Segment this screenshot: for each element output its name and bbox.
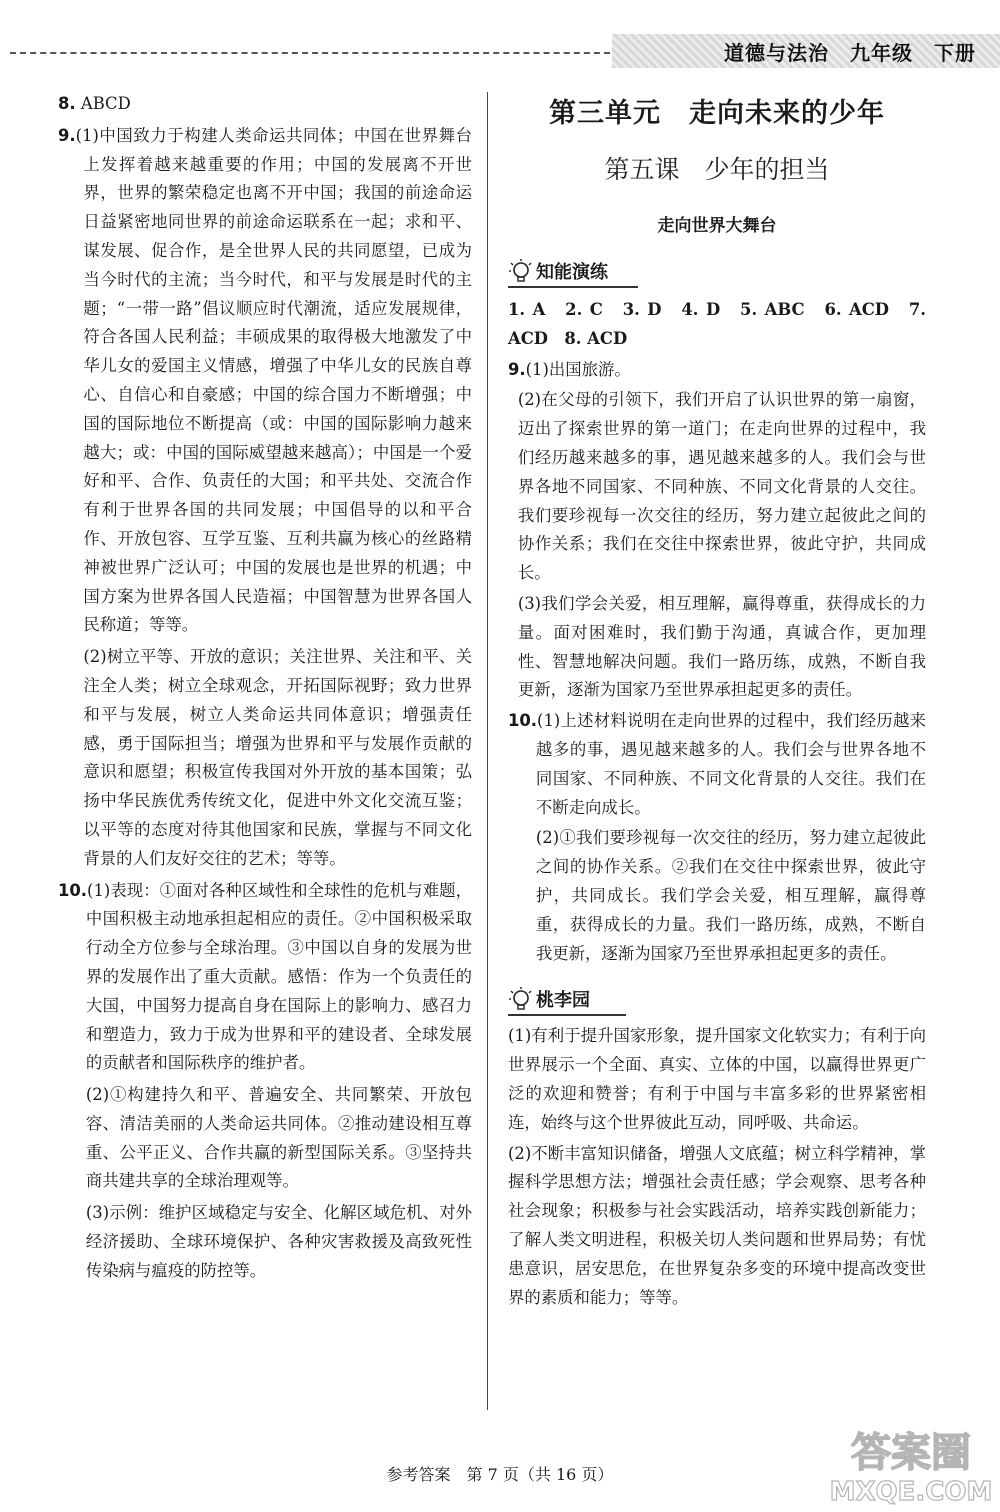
svg-text:答案圈: 答案圈	[851, 1430, 971, 1476]
lightbulb-icon	[508, 986, 534, 1014]
answer-10-part1: 10.(1)表现：①面对各种区域性和全球性的危机与难题，中国积极主动地承担起相应的责任。②中国积极采取行动全方位参与全球治理。③中国以自身的发展为世界的发展作出了重大贡献。感悟：作为一个负责任的大国，中国努力提高自身在国际上的影响力、感召力和塑造力，致力于成为世界和平的建设者、全球发展的贡献者和国际秩序的维护者。	[58, 880, 472, 1073]
svg-text:MXQE.COM: MXQE.COM	[829, 1477, 993, 1507]
site-watermark-logo	[826, 1420, 996, 1508]
answer-10-part2: (2)①构建持久和平、普遍安全、共同繁荣、开放包容、清洁美丽的人类命运共同体。②推动建设相互尊重、公平正义、合作共赢的新型国际关系。③坚持共商共建共享的全球治理观等。	[85, 1085, 472, 1191]
left-column	[58, 90, 472, 1286]
lightbulb-icon	[508, 258, 534, 286]
practice-10-part2: (2)①我们要珍视每一次交往的经历，努力建立起彼此之间的协作关系。②我们在交往中探索世界，彼此守护，共同成长。我们学会关爱，相互理解，赢得尊重，获得成长的力量。我们一路历练，成熟，不断自我更新，逐渐为国家乃至世界承担起更多的责任。	[535, 828, 926, 963]
unit-title: 第三单元 走向未来的少年	[549, 98, 885, 129]
header-dashed-rule	[10, 52, 610, 54]
taoliyuan-part1: (1)有利于提升国家形象，提升国家文化软实力；有利于向世界展示一个全面、真实、立体的中国，以赢得世界更广泛的欢迎和赞誉；有利于中国与丰富多彩的世界紧密相连，始终与这个世界彼此互动，同呼吸、共命运。	[508, 1026, 926, 1132]
practice-9-part1: 9.(1)出国旅游。	[508, 359, 631, 379]
column-divider	[487, 92, 488, 1410]
subject-title: 道德与法治 九年级 下册	[724, 40, 976, 65]
taoliyuan-part2: (2)不断丰富知识储备，增强人文底蕴；树立科学精神，掌握科学思想方法；增强社会责任感；学会观察、思考各种社会现象；积极参与社会实践活动，培养实践创新能力；了解人类文明进程，积极关切人类问题和世界局势；有忧患意识，居安思危，在世界复杂多变的环境中提高改变世界的素质和能力；等等。	[508, 1143, 926, 1307]
section-title-taoliyuan: 桃李园	[536, 990, 590, 1012]
section-header-taoliyuan	[508, 980, 626, 1016]
practice-9-part3: (3)我们学会关爱，相互理解，赢得尊重，获得成长的力量。面对困难时，我们勤于沟通，真诚合作，更加理性、智慧地解决问题。我们一路历练，成熟，不断自我更新，逐渐为国家乃至世界承担起更多的责任。	[517, 593, 926, 700]
answer-9-part2: (2)树立平等、开放的意识；关注世界、关注和平、关注全人类；树立全球观念，开拓国际视野；致力世界和平与发展，树立人类命运共同体意识；增强责任感，勇于国际担当；增强为世界和平与发展作贡献的意识和愿望；积极宣传我国对外开放的基本国策；弘扬中华民族优秀传统文化，促进中外文化交流互鉴；以平等的态度对待其他国家和民族，掌握与不同文化背景的人们友好交往的艺术；等等。	[83, 647, 472, 868]
section-header-practice	[508, 252, 638, 288]
page-footer: 参考答案 第 7 页（共 16 页）	[386, 1465, 614, 1484]
answer-8: 8. ABCD	[58, 94, 131, 113]
answer-9-part1: 9.(1)中国致力于构建人类命运共同体；中国在世界舞台上发挥着越来越重要的作用；中国的发展离不开世界，世界的繁荣稳定也离不开中国；我国的前途命运日益紧密地同世界的前途命运联系在一起；求和平、谋发展、促合作，是全世界人民的共同愿望，已成为当今时代的主流；当今时代，和平与发展是时代的主题；“一带一路”倡议顺应时代潮流，适应发展规律，符合各国人民利益；丰硕成果的取得极大地激发了中华儿女的爱国主义情感，增强了中华儿女的民族自尊心、自信心和自豪感；中国的综合国力不断增强；中国的国际地位不断提高（或：中国的国际影响力越来越大；或：中国的国际威望越来越高）；中国是一个爱好和平、合作、负责任的大国；和平共处、交流合作有利于世界各国的共同发展；中国倡导的以和平合作、开放包容、互学互鉴、互利共赢为核心的丝路精神被世界广泛认可；中国的发展也是世界的机遇；中国方案为世界各国人民造福；中国智慧为世界各国人民称道；等等。	[58, 125, 472, 635]
practice-10-part1: 10.(1)上述材料说明在走向世界的过程中，我们经历越来越多的事，遇见越来越多的人。我们会与世界各地不同国家、不同种族、不同文化背景的人交往。我们在不断走向成长。	[508, 711, 926, 817]
subject-header-bar	[612, 34, 1000, 68]
choice-answers: 1. A 2. C 3. D 4. D 5. ABC 6. ACD 7. ACD 8. ACD	[508, 300, 926, 348]
section-title-practice: 知能演练	[536, 262, 608, 283]
right-column	[508, 90, 926, 1312]
topic-title: 走向世界大舞台	[657, 216, 777, 236]
lesson-title: 第五课 少年的担当	[604, 155, 830, 184]
answer-10-part3: (3)示例：维护区域稳定与安全、化解区域危机、对外经济援助、全球环境保护、各种灾害救援及高致死性传染病与瘟疫的防控等。	[85, 1203, 472, 1280]
practice-9-part2: (2)在父母的引领下，我们开启了认识世界的第一扇窗，迈出了探索世界的第一道门；在走向世界的过程中，我们经历越来越多的事，遇见越来越多的人。我们会与世界各地不同国家、不同种族、不同文化背景的人交往。我们要珍视每一次交往的经历，努力建立起彼此之间的协作关系；我们在交往中探索世界，彼此守护，共同成长。	[517, 390, 926, 583]
